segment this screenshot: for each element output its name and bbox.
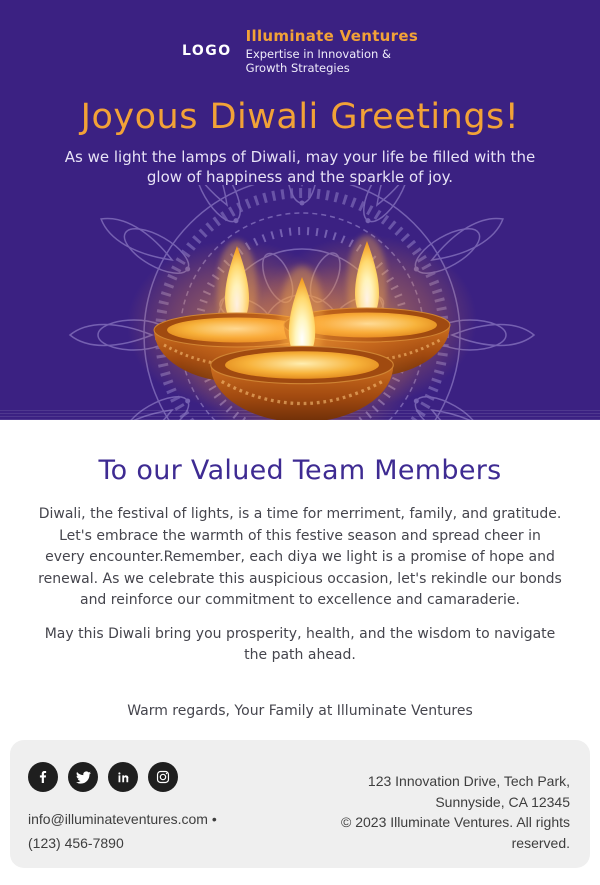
footer-contact-block (28, 807, 217, 855)
message-signoff: Warm regards, Your Family at Illuminate Ventures (127, 702, 473, 719)
message-paragraph-2: May this Diwali bring you prosperity, health, and the wisdom to navigate the path ahead. (44, 625, 556, 663)
facebook-icon (35, 769, 51, 785)
facebook-link[interactable] (28, 762, 58, 792)
twitter-link[interactable] (68, 762, 98, 792)
diya-mandala-illustration (0, 185, 600, 420)
hero-subtitle: As we light the lamps of Diwali, may your life be filled with the glow of happiness and the sparkle of joy. (64, 148, 536, 186)
diya-scene-graphic (0, 185, 600, 420)
brand-header (0, 0, 600, 75)
brand-name: Illuminate Ventures (245, 27, 419, 45)
brand-text-block (246, 27, 418, 75)
footer-copyright: © 2023 Illuminate Ventures. All rights reserved. (341, 814, 570, 851)
message-paragraph-1: Diwali, the festival of lights, is a time for merriment, family, and gratitude. Let's embrace the warmth of this festive season and spread cheer in every encounter.Remember, each diya we light is a promise of hope and renewal. As we celebrate this auspicious occasion, let's rekindle our bonds and reinforce our commitment to excellence and camaraderie. (38, 506, 562, 608)
linkedin-link[interactable] (108, 762, 138, 792)
social-links-row (28, 762, 217, 792)
twitter-icon (76, 770, 91, 785)
footer (10, 740, 590, 868)
footer-left-column (28, 762, 217, 855)
instagram-link[interactable] (148, 762, 178, 792)
brand-tagline-line1: Expertise in Innovation & (245, 47, 391, 61)
hero-title: Joyous Diwali Greetings! (80, 97, 520, 137)
brand-logo[interactable]: LOGO (181, 43, 232, 59)
footer-address-line1: 123 Innovation Drive, Tech Park, (367, 773, 570, 789)
brand-tagline-line2: Growth Strategies (245, 61, 350, 75)
footer-email[interactable]: info@illuminateventures.com • (28, 811, 217, 827)
footer-address-line2: Sunnyside, CA 12345 (435, 793, 570, 810)
brand-tagline (246, 47, 418, 75)
message-heading: To our Valued Team Members (98, 455, 502, 486)
footer-phone[interactable]: (123) 456-7890 (28, 835, 124, 851)
footer-right-column (298, 762, 570, 853)
linkedin-icon (116, 770, 131, 785)
hero-section (0, 0, 600, 420)
instagram-icon (155, 769, 171, 785)
message-section (0, 420, 600, 740)
